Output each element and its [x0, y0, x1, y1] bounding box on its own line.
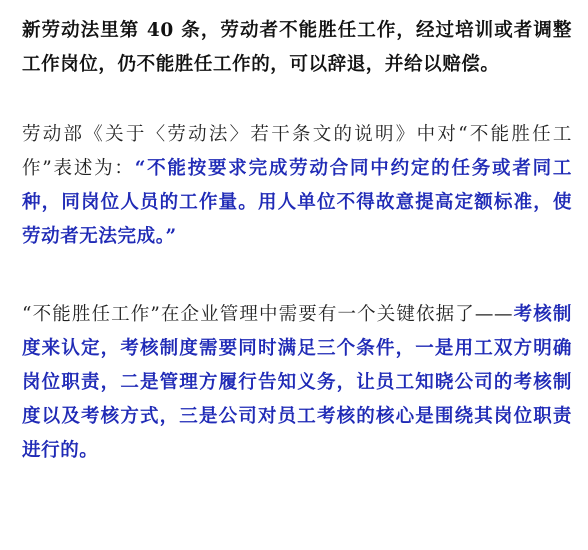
paragraph-assessment-criteria	[22, 298, 572, 468]
article-body	[22, 14, 572, 468]
criteria-intro-text: “不能胜任工作”在企业管理中需要有一个关键依据了——	[22, 304, 514, 325]
explanation-intro-text: 劳动部《关于〈劳动法〉若干条文的说明》中对“不能胜任工作”表述为：	[22, 124, 572, 179]
explanation-quote-text: “不能按要求完成劳动合同中约定的任务或者同工种，同岗位人员的工作量。用人单位不得故意提高定额标准，使劳动者无法完成。”	[22, 158, 573, 247]
paragraph-ministry-explanation	[22, 118, 572, 254]
article-40-text: 新劳动法里第 40 条，劳动者不能胜任工作，经过培训或者调整工作岗位，仍不能胜任工作的，可以辞退，并给以赔偿。	[22, 20, 572, 75]
paragraph-article-40	[22, 14, 572, 82]
criteria-conditions-text: 考核制度来认定，考核制度需要同时满足三个条件，一是用工双方明确岗位职责，二是管理方履行告知义务，让员工知晓公司的考核制度以及考核方式，三是公司对员工考核的核心是围绕其岗位职责进行的。	[22, 304, 572, 461]
